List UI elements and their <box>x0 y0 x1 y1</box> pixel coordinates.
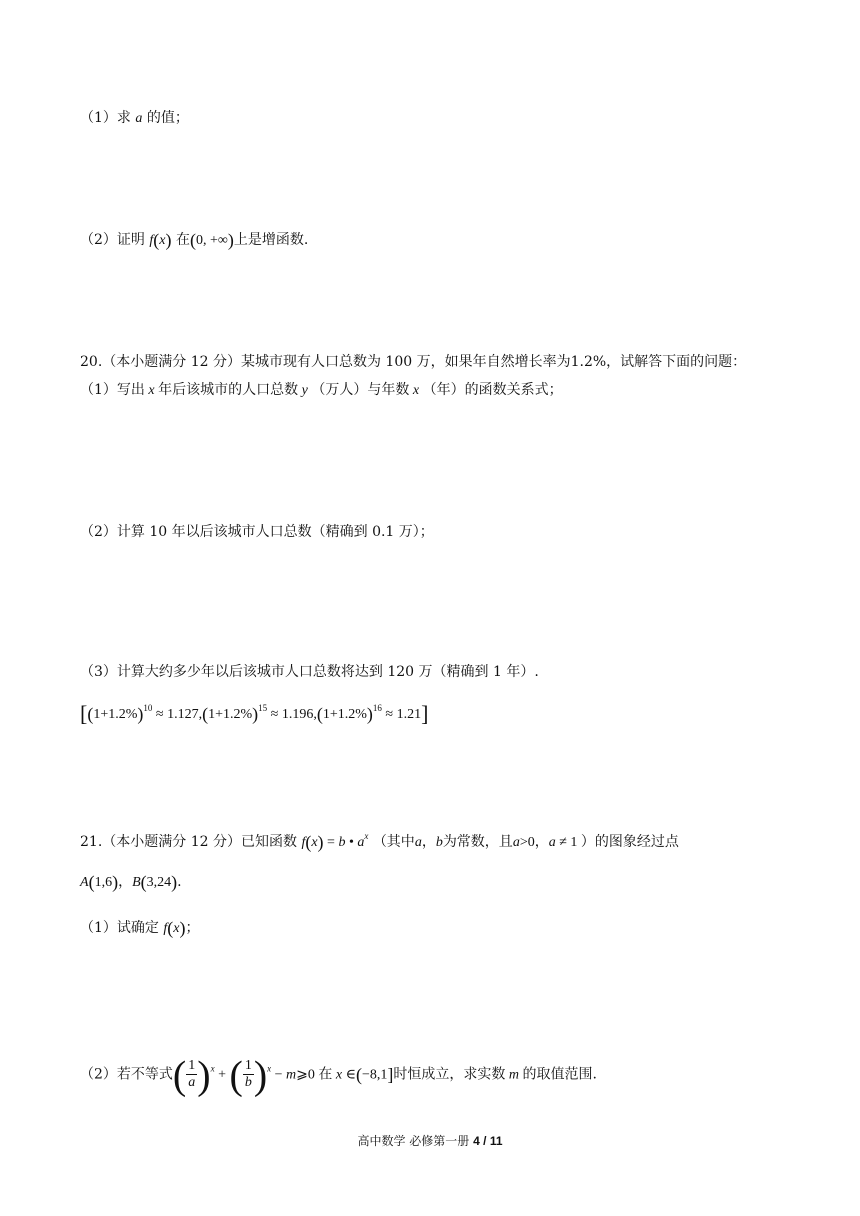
q21-intro: 21.（本小题满分 12 分）已知函数 f(x) = b • $a^x$ （其中a，b为常数，且a>0，a ≠ 1 ）的图象经过点 <box>80 831 679 852</box>
var-a: a <box>135 111 143 126</box>
q20-intro: 20.（本小题满分 12 分）某城市现有人口总数为 100 万，如果年自然增长率为1.2%，试解答下面的问题： <box>80 354 747 370</box>
page-number: 4 / 11 <box>473 1134 503 1148</box>
q20-part1: （1）写出 x 年后该城市的人口总数 y （万人）与年数 x （年）的函数关系式； <box>80 382 563 398</box>
q21-part2: （2）若不等式( $\frac{1}{a}$ )$^x$ + ( $\frac{1}{b}$ )$^x$ − m⩾0 在 x ∈(−8,1]时恒成立，求实数 m 的取值范围. <box>80 1052 597 1098</box>
q19-part2: （2）证明 f(x) 在(0, +∞)上是增函数. <box>80 230 309 250</box>
q21-points: A(1,6)，B(3,24). <box>80 872 182 892</box>
q21-part1: （1）试确定 f(x)； <box>80 918 200 938</box>
page-footer: 高中数学 必修第一册 4 / 11 <box>357 1134 503 1148</box>
fx-expr: f(x) <box>149 230 172 250</box>
q20-part2: （2）计算 10 年以后该城市人口总数（精确到 0.1 万）； <box>80 524 434 540</box>
q19-part1: （1）求 a 的值； <box>80 110 189 126</box>
function-def: f(x) = b • $a^x$ <box>301 831 369 852</box>
interval-zero-inf: (0, +∞) <box>189 230 234 250</box>
q20-hint: $[(1+1.2\%)^{10} \approx 1.127,(1+1.2\%)^{15} \approx 1.196,(1+1.2\%)^{16} \approx 1.21]$ <box>80 701 429 726</box>
q20-part3: （3）计算大约多少年以后该城市人口总数将达到 120 万（精确到 1 年）. <box>80 664 539 680</box>
